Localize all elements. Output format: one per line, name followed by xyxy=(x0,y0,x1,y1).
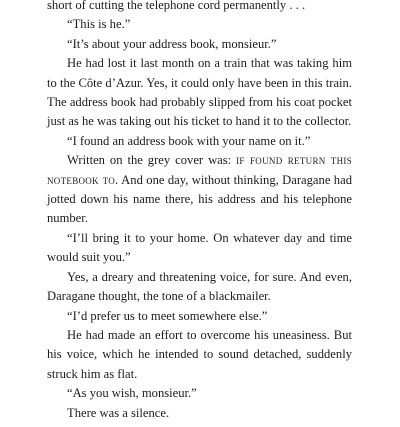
small-caps-inscription: if found return this notebook to. xyxy=(47,153,353,187)
paragraph: “I’d prefer us to meet somewhere else.” xyxy=(67,308,268,323)
page-text xyxy=(47,0,352,423)
paragraph: Yes, a dreary and threatening voice, for sure. And even, Daragane thought, the tone of a blackmailer. xyxy=(47,269,352,304)
paragraph-text: Written on the grey cover was: xyxy=(67,153,237,168)
paragraph: short of cutting the telephone cord permanently . . . xyxy=(47,0,306,12)
paragraph: “This is he.” xyxy=(67,17,131,32)
paragraph: He had lost it last month on a train that was taking him to the Côte d’Azur. Yes, it could only have been in this train. The address book had probably slipped from his coat pocket just as he was taking out his ticket to hand it to the collector. xyxy=(47,56,353,129)
paragraph: “I found an address book with your name on it.” xyxy=(67,133,311,148)
paragraph-text: And one day, without thinking, Daragane had jotted down his name there, his address and his telephone number. xyxy=(47,172,352,226)
paragraph: “It’s about your address book, monsieur.” xyxy=(67,36,277,51)
paragraph: There was a silence. xyxy=(67,405,170,420)
paragraph xyxy=(47,151,352,229)
paragraph: “I’ll bring it to your home. On whatever day and time would suit you.” xyxy=(47,230,352,265)
paragraph: “As you wish, monsieur.” xyxy=(67,386,197,401)
paragraph: He had made an effort to overcome his uneasiness. But his voice, which he intended to sound detached, suddenly struck him as flat. xyxy=(47,327,352,381)
